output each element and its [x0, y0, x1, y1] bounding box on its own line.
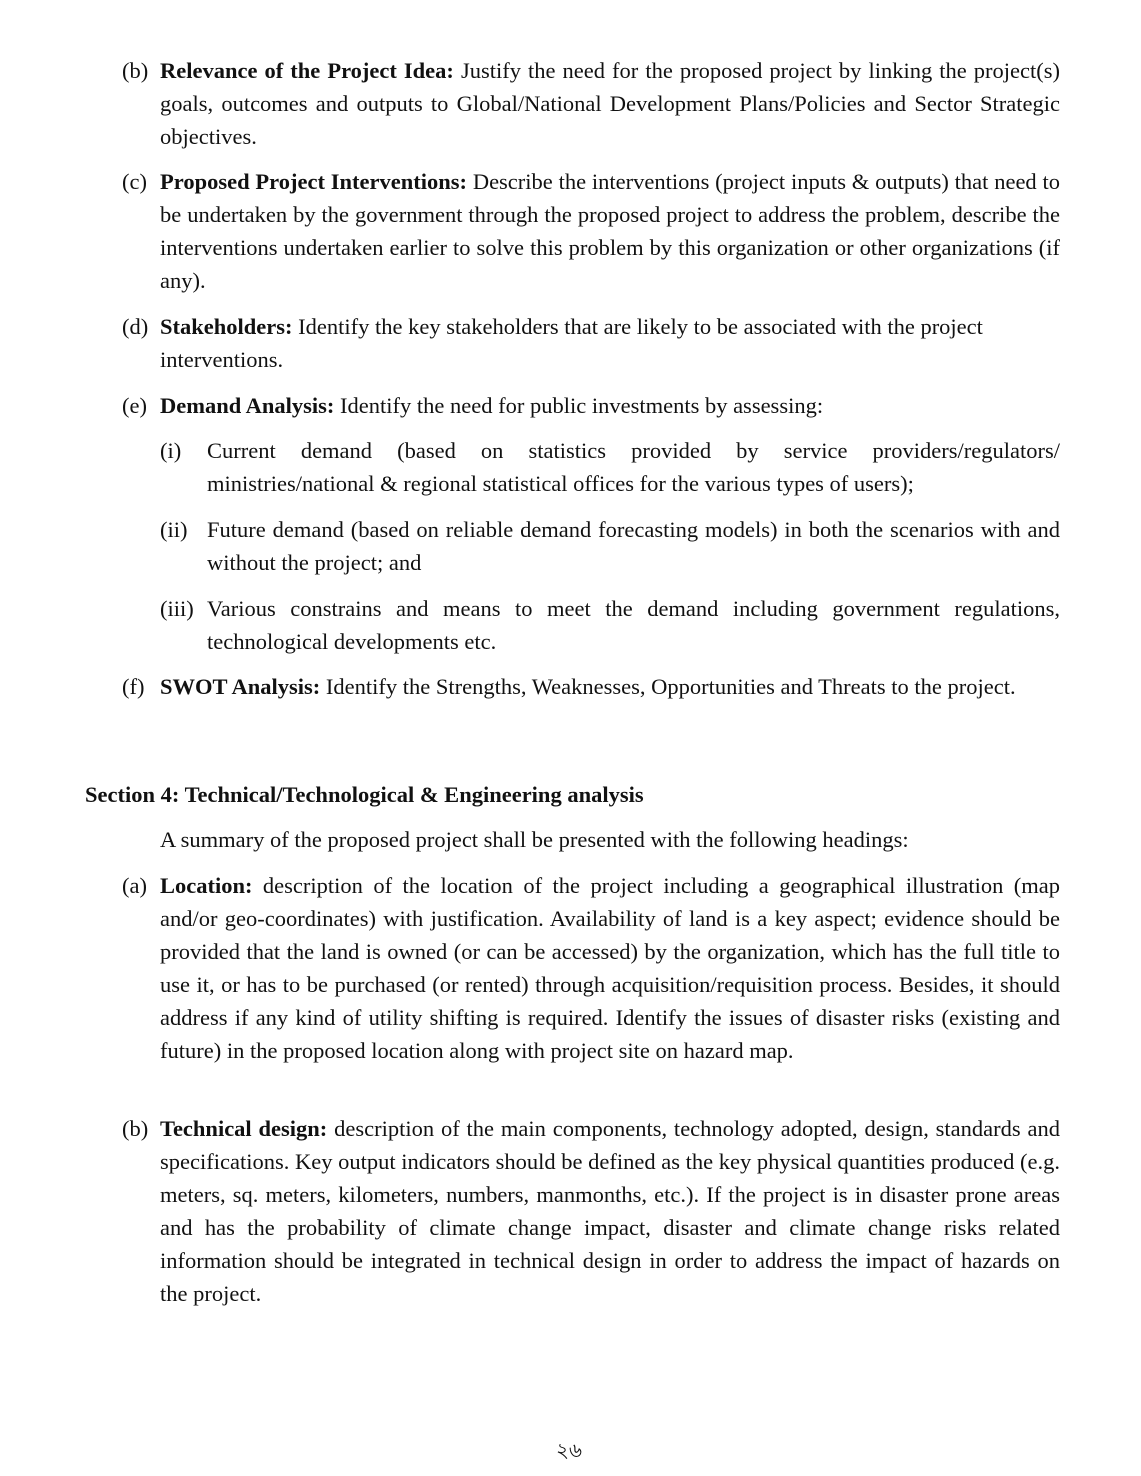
item-interventions: [122, 165, 1060, 297]
subitem-label: (i): [160, 438, 182, 463]
subitem-label: (ii): [160, 517, 188, 542]
item-label: (f): [122, 674, 145, 699]
item-stakeholders: [122, 310, 1002, 376]
item-title: Demand Analysis:: [160, 393, 335, 418]
section-heading: Section 4: Technical/Technological & Engineering analysis: [85, 782, 644, 807]
item-label: (b): [122, 1116, 149, 1141]
item-text: Identify the need for public investments by assessing:: [334, 393, 824, 418]
page-number: ২৬: [556, 1438, 583, 1462]
item-technical-design: [122, 1112, 1060, 1310]
item-text: Identify the Strengths, Weaknesses, Opportunities and Threats to the project.: [320, 674, 1016, 699]
item-label: (b): [122, 58, 149, 83]
item-title: Relevance of the Project Idea:: [160, 58, 454, 83]
item-label: (e): [122, 393, 147, 418]
subitem-text: Future demand (based on reliable demand forecasting models) in both the scenarios with and without the project; and: [207, 517, 1060, 575]
item-location: [122, 869, 1060, 1067]
item-label: (c): [122, 169, 147, 194]
subitem-text: Current demand (based on statistics provided by service providers/regulators/ ministries/national & regional statistical offices for the various types of users);: [207, 438, 1060, 496]
item-text: description of the main components, technology adopted, design, standards and specifications. Key output indicators should be defined as the key physical quantities produced (e.g. meters, sq. meters, kilometers, numbers, manmonths, etc.). If the project is in disaster prone areas and has the probability of climate change impact, disaster and climate change risks related information should be integrated in technical design in order to address the impact of hazards on the project.: [160, 1116, 1060, 1306]
item-title: SWOT Analysis:: [160, 674, 321, 699]
item-label: (a): [122, 873, 147, 898]
subitem-label: (iii): [160, 596, 194, 621]
subitem-constraints: [160, 592, 1060, 658]
subitem-current-demand: [160, 434, 1060, 500]
section-intro: A summary of the proposed project shall be presented with the following headings:: [160, 827, 909, 852]
item-relevance: [122, 54, 1060, 153]
item-text: description of the location of the project including a geographical illustration (map and/or geo-coordinates) with justification. Availability of land is a key aspect; evidence should be provided that the land is owned (or can be accessed) by the organization, which has the full title to use it, or has to be purchased (or rented) through acquisition/requisition process. Besides, it should address if any kind of utility shifting is required. Identify the issues of disaster risks (existing and future) in the proposed location along with project site on hazard map.: [160, 873, 1060, 1063]
item-text: Describe the interventions (project inputs & outputs) that need to be undertaken by the government through the proposed project to address the problem, describe the interventions undertaken earlier to solve this problem by this organization or other organizations (if any).: [160, 169, 1060, 293]
subitem-future-demand: [160, 513, 1060, 579]
item-title: Proposed Project Interventions:: [160, 169, 467, 194]
item-swot-analysis: [122, 670, 1060, 703]
item-label: (d): [122, 314, 149, 339]
subitem-text: Various constrains and means to meet the demand including government regulations, technological developments etc.: [207, 596, 1060, 654]
item-title: Location:: [160, 873, 253, 898]
item-title: Technical design:: [160, 1116, 328, 1141]
item-text: Justify the need for the proposed project by linking the project(s) goals, outcomes and outputs to Global/National Development Plans/Policies and Sector Strategic objectives.: [160, 58, 1060, 149]
item-title: Stakeholders:: [160, 314, 293, 339]
item-demand-analysis: [122, 389, 1060, 422]
item-text: Identify the key stakeholders that are likely to be associated with the project interventions.: [160, 314, 983, 372]
